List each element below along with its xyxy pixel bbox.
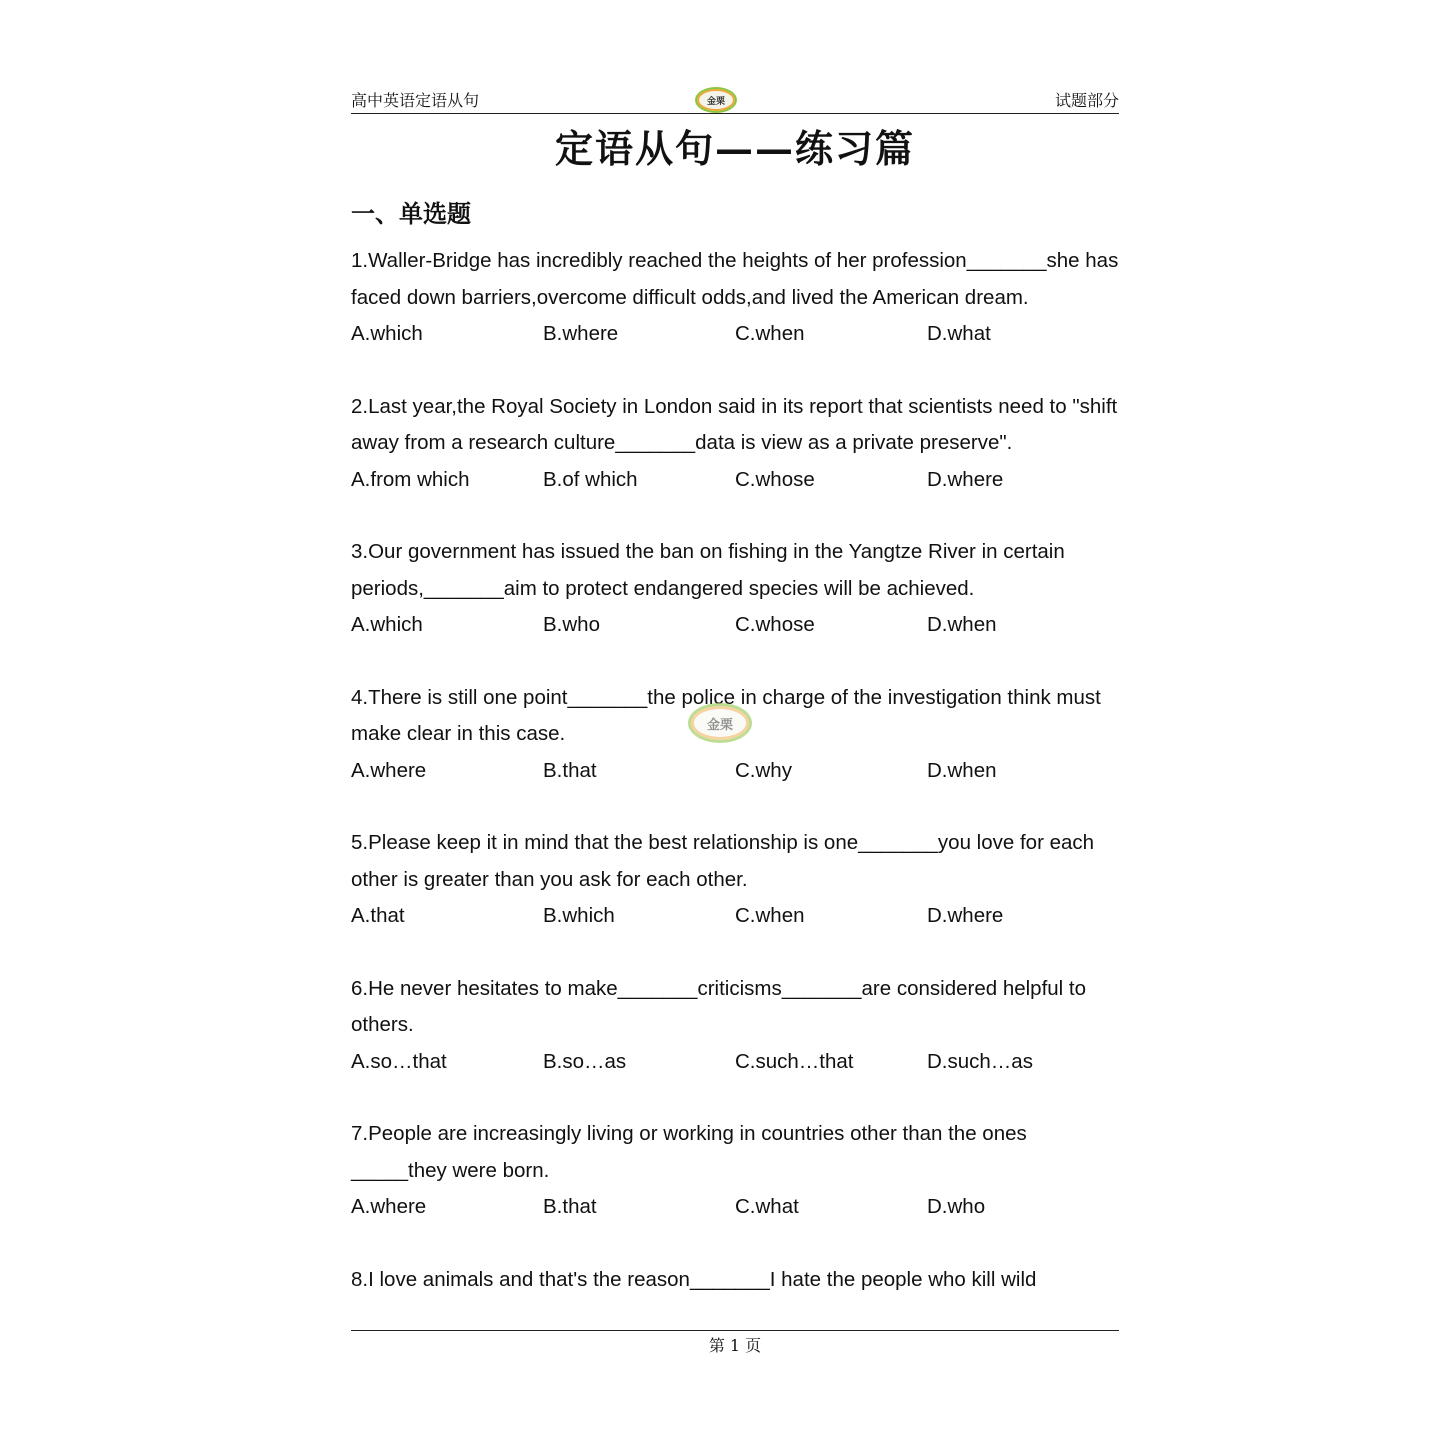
question-7 (351, 1116, 1119, 1226)
option-d: D.when (927, 613, 997, 636)
option-b: B.which (543, 904, 615, 927)
watermark-logo-icon: 金栗 (688, 703, 752, 743)
option-row (351, 316, 1119, 353)
question-8 (351, 1262, 1119, 1299)
option-row (351, 898, 1119, 935)
footer-divider (351, 1330, 1119, 1331)
option-a: A.so…that (351, 1049, 447, 1073)
option-c: C.whose (735, 613, 815, 636)
question-stem: 1.Waller-Bridge has incredibly reached the heights of her profession_______she has faced down barriers,overcome difficult odds,and lived the American dream. (351, 249, 1119, 309)
question-6 (351, 971, 1119, 1081)
question-2 (351, 389, 1119, 499)
logo-icon: 金栗 (695, 87, 737, 113)
question-stem: 5.Please keep it in mind that the best relationship is one_______you love for each other is greater than you ask for each other. (351, 831, 1095, 891)
option-row (351, 607, 1119, 644)
option-a: A.where (351, 758, 427, 782)
option-c: C.when (735, 322, 805, 345)
question-1 (351, 243, 1119, 353)
option-c: C.what (735, 1195, 799, 1218)
question-3 (351, 534, 1119, 644)
option-d: D.where (927, 904, 1004, 927)
question-stem: 4.There is still one point_______the police in charge of the investigation think must make clear in this case. (351, 685, 1101, 745)
option-a: A.where (351, 1195, 427, 1218)
question-stem: 3.Our government has issued the ban on fishing in the Yangtze River in certain periods,_______aim to protect endangered species will be achieved. (351, 540, 1065, 600)
question-stem: 7.People are increasingly living or working in countries other than the ones _____they were born. (351, 1122, 1027, 1182)
header-right-text: 试题部分 (1054, 91, 1119, 110)
option-d: D.where (927, 467, 1004, 491)
question-list (351, 243, 1119, 1334)
option-row (351, 1189, 1119, 1226)
option-b: B.that (543, 758, 597, 782)
option-row (351, 1044, 1119, 1081)
option-a: A.which (351, 322, 423, 345)
option-c: C.whose (735, 467, 815, 491)
option-a: A.which (351, 613, 423, 636)
option-c: C.such…that (735, 1049, 854, 1073)
question-stem: 8.I love animals and that's the reason_______I hate the people who kill wild (351, 1267, 1037, 1291)
page-number: 第 1 页 (708, 1336, 762, 1355)
option-b: B.that (543, 1195, 597, 1218)
option-b: B.so…as (543, 1049, 627, 1073)
option-c: C.why (735, 758, 792, 782)
option-b: B.of which (543, 467, 638, 491)
section-heading: 一、单选题 (351, 200, 471, 228)
page-title: 定语从句——练习篇 (554, 126, 915, 171)
page-header (351, 86, 1119, 114)
option-d: D.what (927, 322, 991, 345)
option-a: A.from which (351, 467, 470, 491)
option-row (351, 462, 1119, 499)
header-left-text: 高中英语定语从句 (351, 91, 480, 110)
option-d: D.such…as (927, 1049, 1033, 1073)
option-b: B.where (543, 322, 619, 345)
question-5 (351, 825, 1119, 935)
option-row (351, 753, 1119, 790)
option-a: A.that (351, 904, 405, 927)
option-c: C.when (735, 904, 805, 927)
option-b: B.who (543, 613, 600, 636)
question-stem: 6.He never hesitates to make_______criticisms_______are considered helpful to others. (351, 976, 1087, 1036)
question-stem: 2.Last year,the Royal Society in London said in its report that scientists need to "shift away from a research culture_______data is view as a private preserve". (351, 394, 1118, 454)
option-d: D.who (927, 1195, 986, 1218)
option-d: D.when (927, 758, 997, 782)
